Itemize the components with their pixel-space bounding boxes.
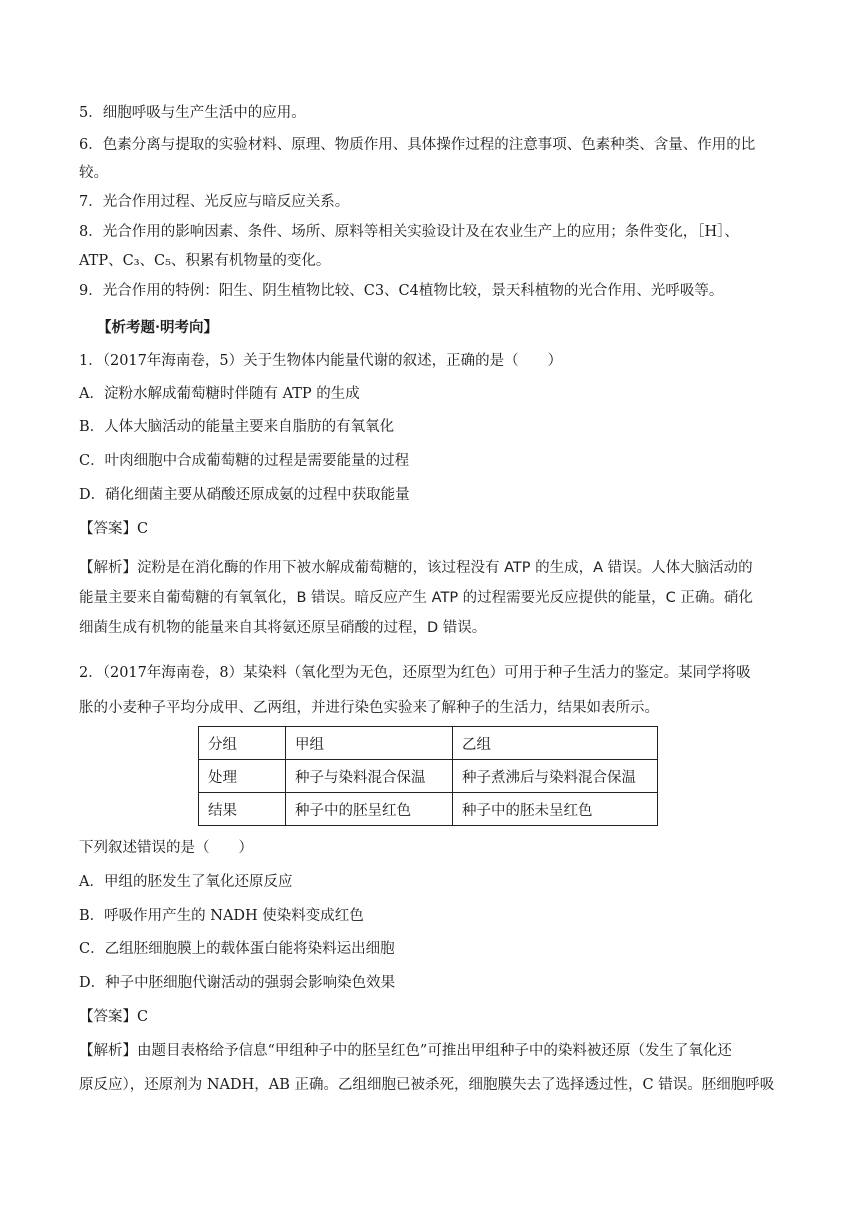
table-row	[199, 760, 658, 793]
q2-question: 下列叙述错误的是（ ）	[79, 840, 253, 856]
q2-stem-line-2: 胀的小麦种子平均分成甲、乙两组，并进行染色实验来了解种子的生活力，结果如表所示。	[79, 700, 659, 716]
q2-option-b: B．呼吸作用产生的 NADH 使染料变成红色	[79, 908, 364, 924]
q1-option-a: A．淀粉水解成葡萄糖时伴随有 ATP 的生成	[79, 386, 360, 402]
q2-explanation-line-1: 【解析】由题目表格给予信息“甲组种子中的胚呈红色”可推出甲组种子中的染料被还原（发生了氧化还	[79, 1043, 732, 1059]
q2-option-a: A．甲组的胚发生了氧化还原反应	[79, 874, 293, 890]
q2-explanation-line-2: 原反应），还原剂为 NADH，AB 正确。乙组细胞已被杀死，细胞膜失去了选择透过性，C 错误。胚细胞呼吸	[79, 1077, 775, 1093]
q1-option-c: C．叶肉细胞中合成葡萄糖的过程是需要能量的过程	[79, 453, 410, 469]
table-cell: 种子煮沸后与染料混合保温	[453, 760, 658, 793]
q2-option-c: C．乙组胚细胞膜上的载体蛋白能将染料运出细胞	[79, 941, 395, 957]
table-cell: 种子与染料混合保温	[286, 760, 453, 793]
table-cell: 分组	[199, 727, 286, 760]
q1-option-b: B．人体大脑活动的能量主要来自脂肪的有氧氧化	[79, 419, 395, 435]
table-cell: 乙组	[453, 727, 658, 760]
point-9: 9．光合作用的特例：阳生、阴生植物比较、C3、C4植物比较，景天科植物的光合作用、光呼吸等。	[79, 283, 724, 299]
q1-explanation-line-3: 细菌生成有机物的能量来自其将氨还原呈硝酸的过程，D 错误。	[79, 620, 487, 636]
q2-answer: 【答案】C	[79, 1009, 149, 1025]
q1-answer: 【答案】C	[79, 521, 149, 537]
table-cell: 甲组	[286, 727, 453, 760]
table-cell: 结果	[199, 793, 286, 826]
q2-option-d: D．种子中胚细胞代谢活动的强弱会影响染色效果	[79, 975, 396, 991]
q2-stem-line-1: 2．（2017年海南卷，8）某染料（氧化型为无色，还原型为红色）可用于种子生活力的鉴定。某同学将吸	[79, 665, 751, 681]
section-heading: 【析考题·明考向】	[97, 319, 219, 336]
point-5: 5．细胞呼吸与生产生活中的应用。	[79, 105, 306, 121]
point-6-cont: 较。	[79, 165, 108, 181]
q1-option-d: D．硝化细菌主要从硝酸还原成氨的过程中获取能量	[79, 487, 410, 503]
table-cell: 种子中的胚未呈红色	[453, 793, 658, 826]
point-7: 7．光合作用过程、光反应与暗反应关系。	[79, 194, 350, 210]
q1-explanation-line-1: 【解析】淀粉是在消化酶的作用下被水解成葡萄糖的，该过程没有 ATP 的生成，A 错误。人体大脑活动的	[79, 560, 753, 576]
q1-stem: 1．（2017年海南卷，5）关于生物体内能量代谢的叙述，正确的是（ ）	[79, 353, 563, 369]
table-row	[199, 727, 658, 760]
table-cell: 处理	[199, 760, 286, 793]
results-table	[198, 726, 658, 826]
table-row	[199, 793, 658, 826]
q1-explanation	[79, 553, 779, 645]
q1-explanation-line-2: 能量主要来自葡萄糖的有氧氧化，B 错误。暗反应产生 ATP 的过程需要光反应提供的能量，C 正确。硝化	[79, 590, 753, 606]
point-8-cont: ATP、C₃、C₅、积累有机物量的变化。	[79, 253, 331, 269]
point-8: 8．光合作用的影响因素、条件、场所、原料等相关实验设计及在农业生产上的应用；条件变化，［H］、	[79, 224, 739, 240]
point-6: 6．色素分离与提取的实验材料、原理、物质作用、具体操作过程的注意事项、色素种类、含量、作用的比	[79, 137, 756, 153]
table-cell: 种子中的胚呈红色	[286, 793, 453, 826]
